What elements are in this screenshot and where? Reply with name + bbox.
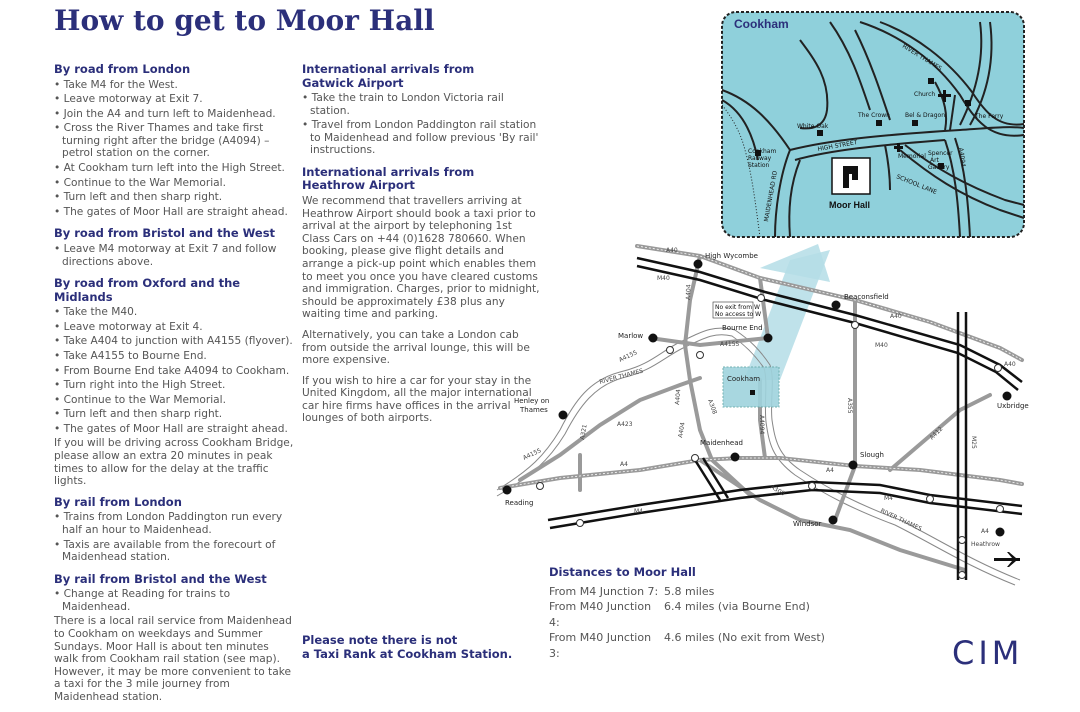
list-item: • At Cookham turn left into the High Street. — [54, 162, 294, 175]
inset-label: Bel & Dragon — [905, 112, 946, 119]
section-heading-rail-london: By rail from London — [54, 494, 182, 509]
town-label: Slough — [860, 451, 884, 459]
road-label: A4155 — [720, 341, 740, 348]
page-title: How to get to Moor Hall — [54, 4, 435, 37]
list-item: • From Bourne End take A4094 to Cookham. — [54, 365, 294, 378]
inset-map — [722, 12, 1024, 237]
town-label: Maidenhead — [700, 439, 743, 447]
moor-hall-grounds — [832, 158, 870, 194]
inset-street-label: SCHOOL LANE — [895, 173, 938, 196]
inset-label: Gallery — [928, 164, 950, 171]
road-label: A308 — [769, 483, 786, 498]
distance-from: From M40 Junction 4: — [549, 600, 652, 629]
distances-heading: Distances to Moor Hall — [549, 565, 696, 579]
distance-value: 5.8 miles — [664, 584, 715, 598]
distance-value: 4.6 miles (No exit from West) — [664, 631, 825, 644]
notice-line: No access to W — [715, 311, 762, 318]
list-item: • Take the M40. — [54, 306, 294, 319]
inset-label: Cookham — [748, 148, 777, 155]
list-item: • Leave motorway at Exit 7. — [54, 93, 294, 106]
note-line: a Taxi Rank at Cookham Station. — [302, 647, 513, 661]
road-label: A404 — [685, 284, 693, 301]
road-label: M4 — [884, 495, 893, 502]
road-label: A308 — [706, 398, 719, 416]
road-label: A4094 — [758, 415, 765, 435]
town-label: Reading — [505, 499, 534, 507]
section-heading-road-bristol: By road from Bristol and the West — [54, 226, 276, 241]
list-item: • Continue to the War Memorial. — [54, 177, 294, 190]
heathrow-paragraph-3: If you wish to hire a car for your stay in the United Kingdom, all the major international car hire firms have offices in the arrival lounges of both airports. — [302, 374, 532, 425]
road-label: A4 — [620, 461, 628, 468]
road-label: A4 — [826, 467, 834, 474]
list-item: • Take the train to London Victoria rail station. — [302, 92, 542, 117]
road-label: A412 — [928, 425, 945, 442]
road-label: A40 — [1004, 361, 1016, 368]
town-label: Henley on — [514, 397, 550, 405]
road-label: A4155 — [521, 447, 543, 462]
inset-street-label: A4094 — [957, 147, 967, 168]
road-label: A4155 — [617, 349, 639, 364]
airplane-icon — [994, 552, 1020, 567]
list-item: • Taxis are available from the forecourt of Maidenhead station. — [54, 539, 294, 564]
road-label: A423 — [617, 421, 633, 428]
local-rail-note: There is a local rail service from Maidenhead to Cookham on weekdays and Summer Sundays. Moor Hall is about ten minutes walk from Cookham rail station (see map). However, it may be more convenient to take a taxi for the 3 mile journey from Maidenhead station. — [54, 615, 292, 703]
heading-line: International arrivals from — [302, 164, 475, 179]
inset-street-label: MAIDENHEAD RD — [763, 170, 779, 223]
road-label: M4 — [634, 508, 643, 515]
cookham-highlight-box — [723, 367, 779, 407]
town-label: Uxbridge — [997, 402, 1029, 410]
inset-label: White Oak — [797, 123, 829, 130]
list-item: • The gates of Moor Hall are straight ahead. — [54, 423, 294, 436]
inset-label: The Crown — [858, 112, 890, 119]
list-item: • Turn left and then sharp right. — [54, 191, 294, 204]
distance-value: 6.4 miles (via Bourne End) — [664, 600, 810, 613]
heading-line: Gatwick Airport — [302, 75, 404, 90]
road-label: A40 — [666, 247, 678, 254]
distance-from: From M4 Junction 7: — [549, 584, 659, 598]
list-item: • Cross the River Thames and take first turning right after the bridge (A4094) – petrol station on the corner. — [54, 122, 294, 160]
inset-label: The Ferry — [975, 113, 1004, 120]
inset-label: Spencer — [928, 150, 953, 157]
list-item: • Turn left and then sharp right. — [54, 408, 294, 421]
area-map — [497, 244, 1029, 585]
inset-river-label: RIVER THAMES — [900, 42, 943, 73]
list-item: • Travel from London Paddington rail station to Maidenhead and follow previous 'By rail' instructions. — [302, 119, 542, 157]
list-item: • Take A4155 to Bourne End. — [54, 350, 294, 363]
road-label: M40 — [875, 342, 888, 349]
list-item: • Continue to the War Memorial. — [54, 394, 294, 407]
inset-label: Church — [914, 91, 936, 98]
heading-line: Heathrow Airport — [302, 178, 415, 193]
river-label: RIVER THAMES — [598, 367, 644, 386]
list-item: • The gates of Moor Hall are straight ahead. — [54, 206, 294, 219]
inset-label: Art — [930, 157, 939, 164]
m4-motorway — [548, 482, 1022, 528]
inset-label: Memorial — [898, 153, 926, 160]
list-item: • Leave M4 motorway at Exit 7 and follow directions above. — [54, 243, 294, 268]
section-heading-rail-bristol: By rail from Bristol and the West — [54, 571, 267, 586]
inset-label: Station — [748, 162, 770, 169]
road-label: A404 — [677, 421, 687, 439]
moor-hall-label: Moor Hall — [829, 200, 871, 210]
road-label: M40 — [657, 275, 670, 282]
town-label: Thames — [520, 406, 548, 414]
notice-line: No exit from W — [715, 304, 760, 311]
heathrow-paragraph-1: We recommend that travellers arriving at Heathrow Airport should book a taxi prior to arrival at the airport by telephoning 1st Class Cars on +44 (0)1628 780660. When booking, please give flight details and arrange a pick-up point which enables them to meet you once you have cleared customs and immigration. Charges, prior to midnight, should be approximately £38 plus any waiting time and parking. — [302, 194, 540, 321]
road-label: A321 — [579, 423, 589, 441]
cookham-bridge-note: If you will be driving across Cookham Bridge, please allow an extra 20 minutes in peak times to allow for the delay at the traffic lights. — [54, 437, 294, 488]
heathrow-paragraph-2: Alternatively, you can take a London cab from outside the arrival lounge, this will be more expensive. — [302, 328, 530, 367]
heading-line: International arrivals from — [302, 62, 475, 76]
list-item: • Leave motorway at Exit 4. — [54, 321, 294, 334]
note-line: Please note there is not — [302, 633, 458, 647]
road-label: A4 — [981, 528, 989, 535]
list-item: • Take A404 to junction with A4155 (flyover). — [54, 335, 294, 348]
town-label: Beaconsfield — [844, 293, 889, 301]
list-item: • Change at Reading for trains to Maidenhead. — [54, 588, 294, 613]
section-heading-road-oxford: By road from Oxford and the Midlands — [54, 276, 241, 304]
cim-logo: CIM — [952, 634, 1024, 672]
road-label: A404 — [674, 389, 683, 406]
river-label: RIVER THAMES — [879, 507, 923, 533]
inset-street-label: HIGH STREET — [817, 139, 858, 153]
town-label: Heathrow — [971, 541, 1000, 548]
road-label: A40 — [890, 313, 902, 320]
m40-motorway — [637, 258, 1022, 390]
town-label: High Wycombe — [705, 252, 758, 260]
list-item: • Take M4 for the West. — [54, 79, 294, 92]
list-item: • Trains from London Paddington run every half an hour to Maidenhead. — [54, 511, 294, 536]
town-label: Bourne End — [722, 324, 763, 332]
inset-label: Railway — [748, 155, 772, 162]
town-label: Cookham — [727, 375, 761, 383]
town-label: Windsor — [793, 520, 822, 528]
road-label: M25 — [970, 436, 977, 449]
list-item: • Join the A4 and turn left to Maidenhead. — [54, 108, 294, 121]
section-heading-road-london: By road from London — [54, 62, 191, 76]
town-label: Marlow — [618, 332, 644, 340]
distance-from: From M40 Junction 3: — [549, 631, 652, 660]
road-label: A355 — [846, 398, 853, 414]
inset-title: Cookham — [734, 17, 789, 31]
list-item: • Turn right into the High Street. — [54, 379, 294, 392]
